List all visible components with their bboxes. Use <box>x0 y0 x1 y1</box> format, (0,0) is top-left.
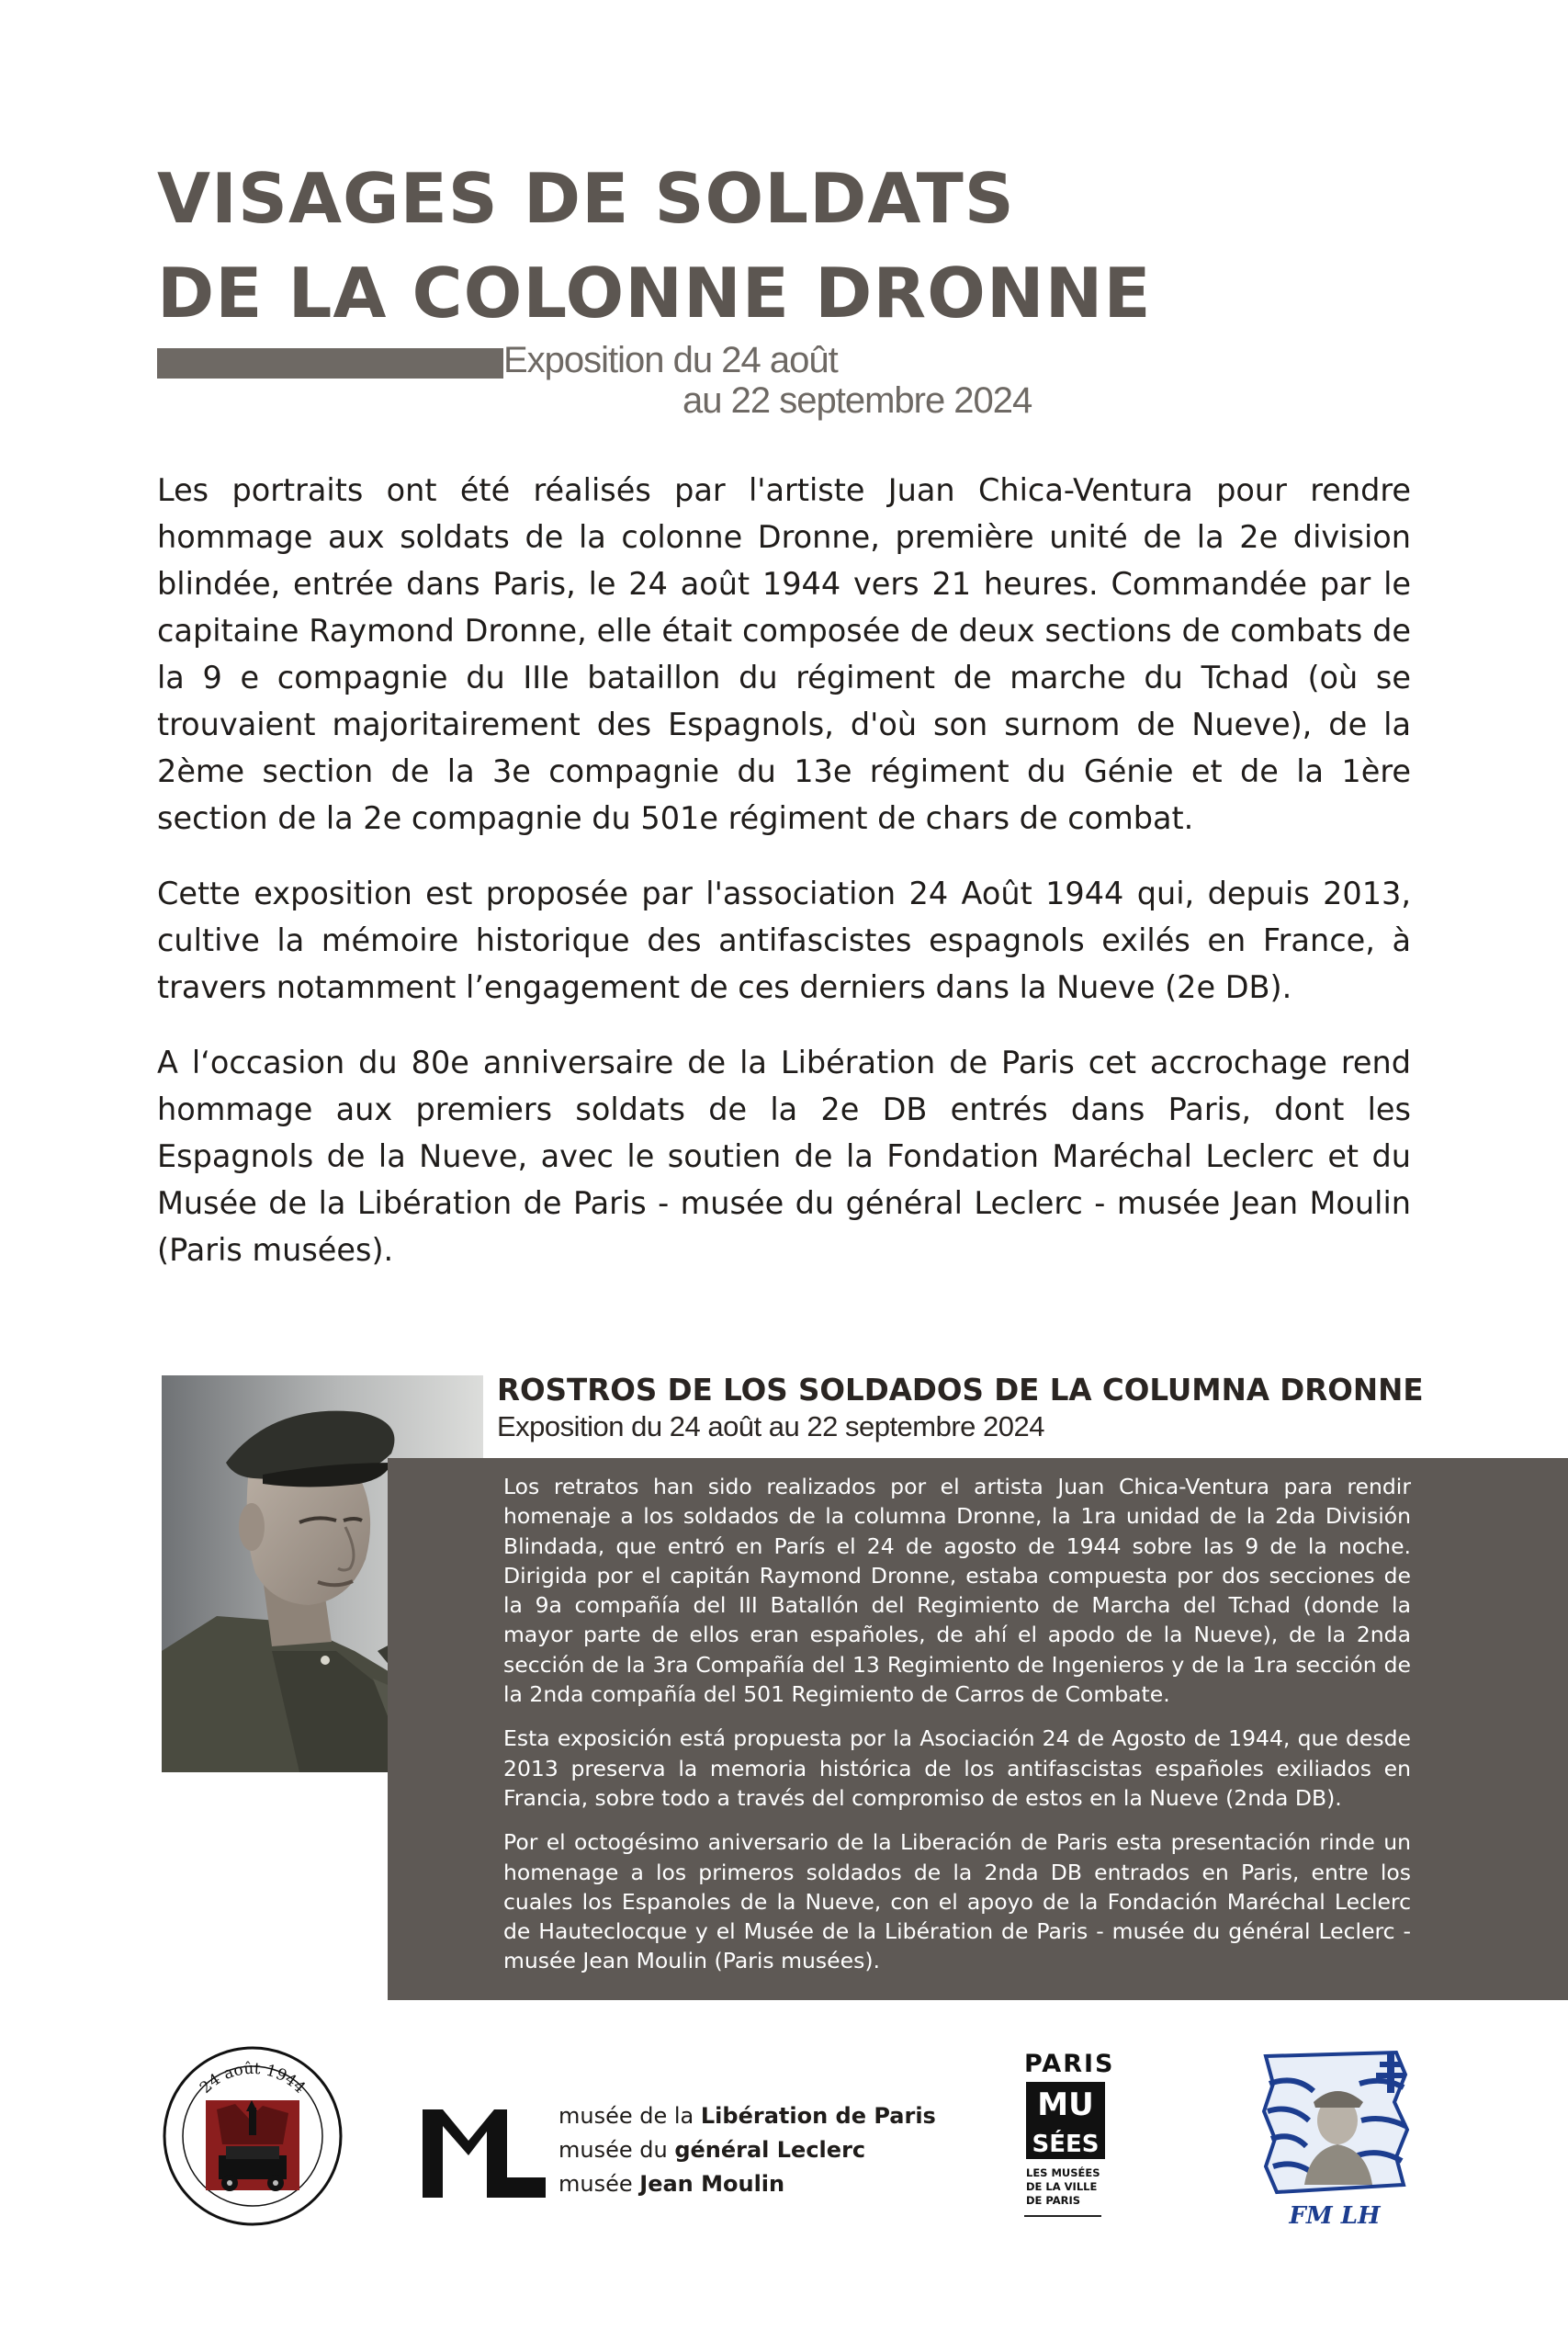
french-paragraph-1: Les portraits ont été réalisés par l'artiste Juan Chica-Ventura pour rendre hommage aux soldats de la colonne Dronne, première unité de la 2e division blindée, entrée dans Paris, le 24 août 1944 vers 21 heures. Commandée par le capitaine Raymond Dronne, elle était composée de deux sections de combats de la 9 e compagnie du IIIe bataillon du régiment de marche du Tchad (où se trouvaient majoritairement des Espagnols, d'où son surnom de Nueve), de la 2ème section de la 3e compagnie du 13e régiment du Génie et de la 1ère section de la 2e compagnie du 501e régiment de chars de combat. <box>157 472 1411 836</box>
french-text <box>157 467 1411 1302</box>
museum-line-2: musée du général Leclerc <box>558 2137 866 2163</box>
paris-musees-caption: LES MUSÉES DE LA VILLE DE PARIS <box>1026 2166 1100 2207</box>
musee-liberation-logo <box>423 2109 546 2198</box>
association-logo-arc-text: 24 août 1944 <box>196 2059 310 2098</box>
museum-line-3: musée Jean Moulin <box>558 2171 785 2197</box>
page-title <box>157 152 1152 341</box>
spanish-subtitle: Exposition du 24 août au 22 septembre 2024 <box>497 1410 1045 1442</box>
french-paragraph-3: A l‘occasion du 80e anniversaire de la Libération de Paris cet accrochage rend hommage aux premiers soldats de la 2e DB entrés dans Paris, dont les Espagnols de la Nueve, avec le soutien de la Fondation Maréchal Leclerc et du Musée de la Libération de Paris - musée du général Leclerc - musée Jean Moulin (Paris musées). <box>157 1045 1411 1268</box>
exhibition-dates-line-1: Exposition du 24 août <box>503 340 838 380</box>
paris-musees-mark <box>1026 2082 1105 2159</box>
fondation-marechal-leclerc-logo <box>1258 2047 1411 2231</box>
title-line-1: VISAGES DE SOLDATS <box>157 158 1015 239</box>
paris-musees-word: PARIS <box>1024 2050 1115 2078</box>
exhibition-dates <box>503 340 1073 421</box>
spanish-paragraph-3: Por el octogésimo aniversario de la Liberación de Paris esta presentación rinde un homenage a los primeros soldados de la 2nda DB entrados en Paris, entre los cuales los Espanoles de la Nueve, con el apoyo de la Fondación Maréchal Leclerc de Hauteclocque y el Musée de la Libération de Paris - musée du général Leclerc - musée Jean Moulin (Paris musées). <box>503 1829 1411 1974</box>
spanish-paragraph-1: Los retratos han sido realizados por el artista Juan Chica-Ventura para rendir homenaje a los soldados de la columna Dronne, la 1ra unidad de la 2da División Blindada, que entró en París el 24 de agosto de 1944 sobre las 9 de la noche. Dirigida por el capitán Raymond Dronne, estaba compuesta por dos secciones de la 9a compañía del III Batallón del Regimiento de Marcha del Tchad (donde la mayor parte de ellos eran españoles, de ahí el apodo de la Nueve), de la 2nda sección de la 3ra Compañía del 13 Regimiento de Ingenieros y de la 1ra sección de la 2nda compañía del 501 Regimiento de Carros de Combate. <box>503 1474 1411 1708</box>
paris-musees-rule <box>1024 2215 1101 2217</box>
museum-line-1: musée de la Libération de Paris <box>558 2103 936 2129</box>
title-line-2: DE LA COLONNE DRONNE <box>157 253 1152 334</box>
spanish-paragraph-2: Esta exposición está propuesta por la Asociación 24 de Agosto de 1944, que desde 2013 preserva la memoria histórica de los antifascistas españoles exiliados en Francia, sobre todo a través del compromiso de estos en la Nueve (2nda DB). <box>503 1725 1411 1811</box>
french-paragraph-2: Cette exposition est proposée par l'association 24 Août 1944 qui, depuis 2013, cultive la mémoire historique des antifascistes espagnols exilés en France, à travers notamment l’engagement de ces derniers dans la Nueve (2e DB). <box>157 876 1411 1005</box>
fmlh-initials: FM LH <box>1289 2202 1381 2230</box>
spanish-title: ROSTROS DE LOS SOLDADOS DE LA COLUMNA DRONNE <box>497 1373 1424 1408</box>
exhibition-dates-line-2: au 22 septembre 2024 <box>682 380 1032 421</box>
title-accent-bar <box>157 348 503 379</box>
spanish-text <box>503 1472 1411 1991</box>
svg-text:MU: MU <box>1037 2086 1094 2123</box>
museum-names <box>558 2099 944 2201</box>
paris-musees-logo <box>1024 2050 1115 2217</box>
svg-text:SÉES: SÉES <box>1032 2131 1100 2158</box>
association-24-aout-1944-logo <box>162 2045 344 2227</box>
